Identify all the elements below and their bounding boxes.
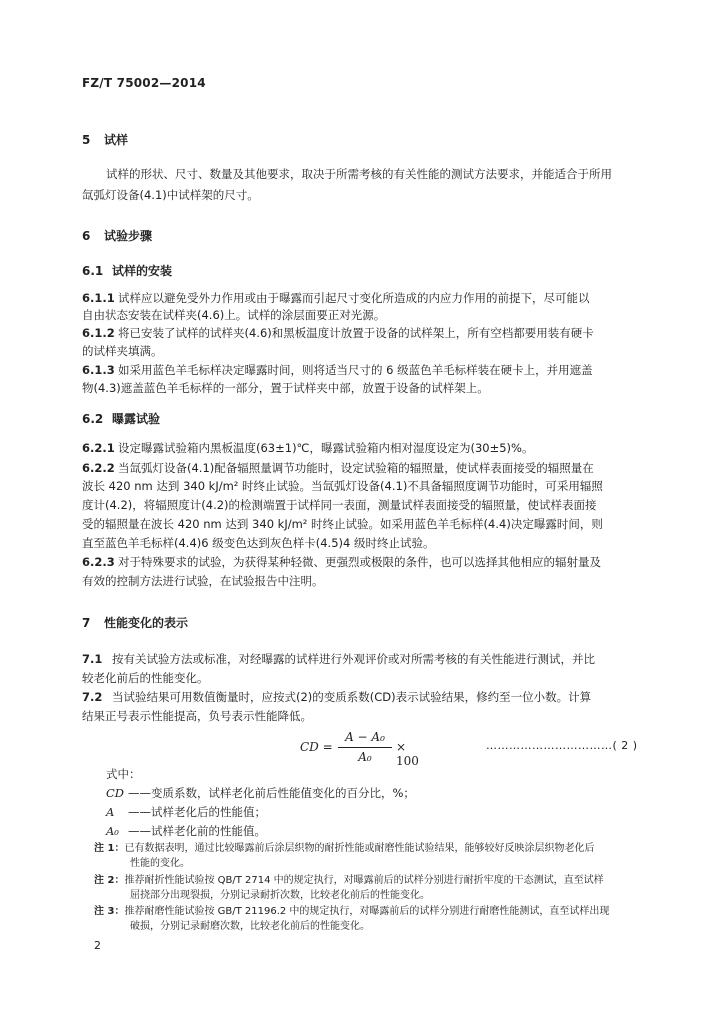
clause-7-2 — [82, 689, 591, 705]
note-2 — [94, 874, 604, 888]
clause-number: 6.2.2 — [82, 461, 115, 475]
section-number: 6.1 — [82, 264, 104, 278]
paragraph-line: 较老化前后的性能变化。 — [82, 671, 209, 685]
standard-code: FZ/T 75002—2014 — [82, 76, 206, 90]
clause-number: 7.2 — [82, 690, 103, 704]
paragraph-line: 波长 420 nm 达到 340 kJ/m² 时终止试验。当氙弧灯设备(4.1)不具备辐照度调节功能时，可采用辐照 — [82, 479, 603, 493]
clause-text: 设定曝露试验箱内黑板温度(63±1)℃，曝露试验箱内相对湿度设定为(30±5)%。 — [118, 441, 534, 455]
variable: A₀ — [106, 824, 119, 838]
page-number: 2 — [94, 939, 101, 952]
clause-6-2-3 — [82, 554, 601, 570]
fraction-bar — [338, 747, 392, 748]
paragraph-line: 直至蓝色羊毛标样(4.4)6 级变色达到灰色样卡(4.5)4 级时终止试验。 — [82, 536, 435, 550]
note-label: 注 3： — [94, 906, 125, 917]
paragraph-line: 物(4.3)遮盖蓝色羊毛标样的一部分，置于试样夹中部，放置于设备的试样架上。 — [82, 381, 489, 395]
section-title: 曝露试验 — [112, 412, 161, 426]
clause-text: 如采用蓝色羊毛标样决定曝露时间，则将适当尺寸的 6 级蓝色羊毛标样装在硬卡上，并用遮盖 — [118, 363, 593, 377]
section-number: 6 — [82, 229, 91, 243]
section-6-1-heading — [82, 262, 172, 279]
section-title: 试验步骤 — [104, 229, 153, 243]
variable-desc: ——试样老化后的性能值； — [128, 805, 266, 819]
paragraph-line: 的试样夹填满。 — [82, 344, 163, 358]
note-line: 破损，分别记录耐磨次数，比较老化前后的性能变化。 — [130, 921, 370, 932]
section-6-2-heading — [82, 410, 160, 427]
paragraph-line: 试样的形状、尺寸、数量及其他要求，取决于所需考核的有关性能的测试方法要求，并能适合于所用 — [106, 167, 612, 181]
clause-text: 试样应以避免受外力作用或由于曝露而引起尺寸变化所造成的内应力作用的前提下，尽可能以 — [118, 291, 590, 305]
section-6-heading — [82, 227, 152, 244]
variable: A — [106, 805, 115, 819]
paragraph-line: 度计(4.2)，将辐照度计(4.2)的检测端置于试样同一表面，测量试样表面接受的辐照量，使试样表面接 — [82, 498, 597, 512]
clause-text: 对于特殊要求的试验，为获得某种轻微、更强烈或极限的条件，也可以选择其他相应的辐射量及 — [118, 555, 601, 569]
note-label: 注 1： — [94, 843, 125, 854]
where-label: 式中： — [106, 767, 141, 781]
clause-number: 6.1.2 — [82, 326, 115, 340]
formula-numerator: A − A₀ — [345, 730, 385, 744]
paragraph-line: 结果正号表示性能提高，负号表示性能降低。 — [82, 709, 312, 723]
section-title: 性能变化的表示 — [104, 616, 189, 630]
note-line: 屈挠部分出现裂损，分别记录耐折次数，比较老化前后的性能变化。 — [130, 890, 430, 901]
clause-6-2-2 — [82, 460, 594, 476]
clause-6-1-2 — [82, 325, 594, 341]
note-line: 性能的变化。 — [130, 858, 190, 869]
note-text: 推荐耐折性能试验按 QB/T 2714 中的规定执行，对曝露前后的试样分别进行耐折牢度的干态测试，直至试样 — [124, 875, 604, 886]
note-text: 已有数据表明，通过比较曝露前后涂层织物的耐折性能或耐磨性能试验结果，能够较好反映涂层织物老化后 — [124, 843, 595, 854]
formula-multiplier: × 100 — [396, 740, 419, 768]
formula-cd — [300, 730, 430, 766]
paragraph-line: 氙弧灯设备(4.1)中试样架的尺寸。 — [82, 188, 259, 202]
formula-denominator: A₀ — [358, 750, 372, 764]
variable-desc: ——试样老化前的性能值。 — [128, 824, 266, 838]
clause-6-1-1 — [82, 290, 590, 306]
clause-number: 6.2.3 — [82, 555, 115, 569]
variable-desc: ——变质系数，试样老化前后性能值变化的百分比，%； — [128, 786, 415, 800]
clause-text: 将已安装了试样的试样夹(4.6)和黑板温度计放置于设备的试样架上，所有空档都要用装有硬卡 — [118, 326, 594, 340]
where-item — [106, 785, 415, 801]
variable: CD — [106, 786, 125, 800]
where-item — [106, 804, 266, 820]
paragraph-line: 自由状态安装在试样夹(4.6)上。试样的涂层面要正对光源。 — [82, 308, 386, 322]
section-5-heading — [82, 131, 128, 148]
note-label: 注 2： — [94, 875, 125, 886]
clause-6-1-3 — [82, 362, 593, 378]
equation-number: ……………………………( 2 ) — [486, 739, 638, 752]
clause-text: 当氙弧灯设备(4.1)配备辐照量调节功能时，设定试验箱的辐照量，使试样表面接受的辐照量在 — [118, 461, 594, 475]
clause-6-2-1 — [82, 440, 533, 456]
note-1 — [94, 842, 594, 856]
section-number: 5 — [82, 133, 91, 147]
clause-text: 当试验结果可用数值衡量时，应按式(2)的变质系数(CD)表示试验结果，修约至一位小数。计算 — [112, 690, 592, 704]
paragraph-line: 受的辐照量在波长 420 nm 达到 340 kJ/m² 时终止试验。如采用蓝色羊毛标样(4.4)决定曝露时间，则 — [82, 517, 603, 531]
section-number: 6.2 — [82, 412, 104, 426]
clause-number: 6.1.1 — [82, 291, 115, 305]
clause-text: 按有关试验方法或标准，对经曝露的试样进行外观评价或对所需考核的有关性能进行测试，并比 — [112, 652, 595, 666]
note-text: 推荐耐磨性能试验按 GB/T 21196.2 中的规定执行，对曝露前后的试样分别进行耐磨性能测试，直至试样出现 — [124, 906, 610, 917]
section-number: 7 — [82, 616, 91, 630]
section-title: 试样 — [104, 133, 129, 147]
section-title: 试样的安装 — [112, 264, 173, 278]
clause-number: 7.1 — [82, 652, 103, 666]
formula-lhs: CD = — [300, 740, 333, 754]
clause-number: 6.2.1 — [82, 441, 115, 455]
clause-number: 6.1.3 — [82, 363, 115, 377]
note-3 — [94, 905, 609, 919]
section-7-heading — [82, 614, 188, 631]
paragraph-line: 有效的控制方法进行试验，在试验报告中注明。 — [82, 574, 324, 588]
where-item — [106, 823, 266, 839]
clause-7-1 — [82, 651, 595, 667]
